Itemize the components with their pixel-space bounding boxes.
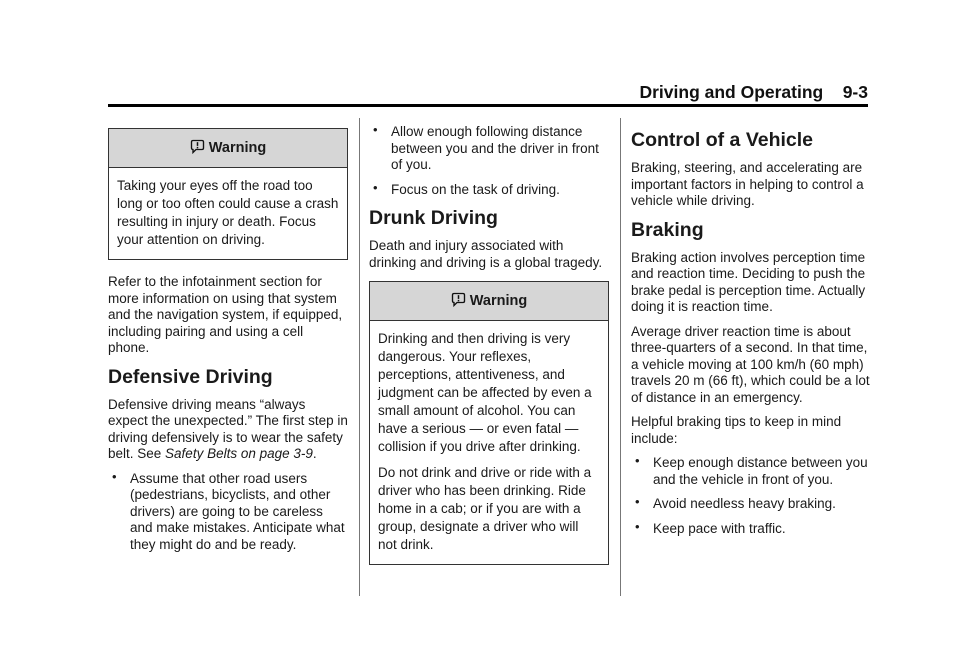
warning-header <box>370 282 608 321</box>
warning-label: Warning <box>208 140 267 156</box>
cross-reference: Safety Belts on page 3-9 <box>165 446 313 461</box>
column-divider <box>620 118 621 596</box>
warning-text: Taking your eyes off the road too long or too often could cause a crash resulting in injury or death. Focus your attention on driving. <box>117 178 339 247</box>
section-heading: Defensive Driving <box>108 365 273 388</box>
section-heading: Drunk Driving <box>369 207 498 229</box>
paragraph: Helpful braking tips to keep in mind include: <box>631 414 842 446</box>
paragraph: Braking, steering, and accelerating are important factors in helping to control a vehicle while driving. <box>631 160 864 208</box>
list-item: • Keep enough distance between you and the vehicle in front of you. <box>631 455 871 488</box>
section-title: Driving and Operating <box>639 82 824 102</box>
warning-body <box>109 168 347 259</box>
paragraph-end: . <box>312 446 317 461</box>
warning-label: Warning <box>469 293 528 309</box>
section-heading: Braking <box>631 218 704 241</box>
paragraph <box>108 397 348 463</box>
warning-box <box>369 281 609 565</box>
bullet-list <box>631 455 871 537</box>
page-header <box>108 78 868 107</box>
page-number: 9-3 <box>842 82 868 102</box>
section-heading: Control of a Vehicle <box>631 129 814 151</box>
paragraph: Braking action involves perception time and reaction time. Deciding to push the brake pedal is perception time. Actually doing it is reaction time. <box>631 249 866 314</box>
column-right <box>631 128 871 545</box>
column-middle <box>369 124 609 579</box>
list-item: • Assume that other road users (pedestrians, bicyclists, and other drivers) are going to be careless and make mistakes. Anticipate what they might do and be ready. <box>108 471 348 554</box>
list-item: • Focus on the task of driving. <box>369 182 609 199</box>
paragraph: Death and injury associated with drinking and driving is a global tragedy. <box>369 238 603 270</box>
warning-text: Drinking and then driving is very dangerous. Your reflexes, perceptions, attentiveness, and judgment can be affected by even a small amount of alcohol. You can have a serious — or even fatal — collision if you drive after drinking. <box>378 331 592 454</box>
column-left <box>108 128 348 561</box>
warning-text: Do not drink and drive or ride with a driver who has been drinking. Ride home in a cab; or if you are with a group, designate a driver who will not drink. <box>378 465 592 552</box>
list-item: • Allow enough following distance between you and the driver in front of you. <box>369 124 609 174</box>
paragraph: Refer to the infotainment section for more information on using that system and the navigation system, if equipped, including pairing and using a cell phone. <box>108 274 343 355</box>
paragraph-text: Defensive driving means “always expect the unexpected.” The first step in driving defensively is to wear the safety belt. See <box>108 396 348 461</box>
column-divider <box>359 118 360 596</box>
warning-icon <box>190 139 205 158</box>
warning-body <box>370 321 608 564</box>
warning-header <box>109 129 347 168</box>
list-item: • Keep pace with traffic. <box>631 521 871 538</box>
warning-box <box>108 128 348 260</box>
warning-icon <box>451 292 466 311</box>
bullet-list <box>108 471 348 554</box>
paragraph: Average driver reaction time is about three-quarters of a second. In that time, a vehicle moving at 100 km/h (60 mph) travels 20 m (66 ft), which could be a lot of distance in an emergency. <box>631 323 870 405</box>
header-title <box>639 82 868 103</box>
bullet-list <box>369 124 609 198</box>
list-item: • Avoid needless heavy braking. <box>631 496 871 513</box>
